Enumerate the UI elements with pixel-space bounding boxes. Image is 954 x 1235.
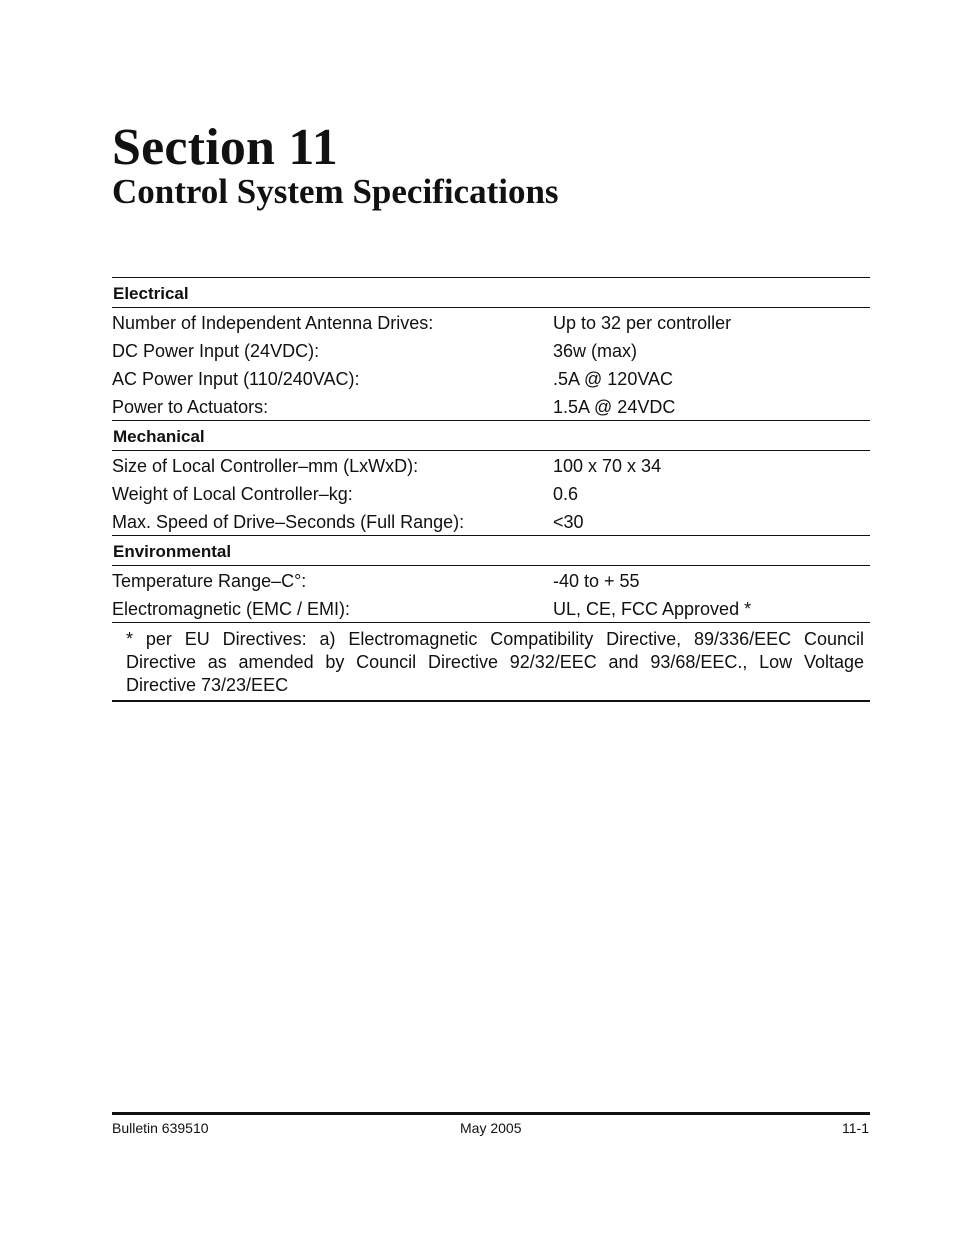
spec-label: Electromagnetic (EMC / EMI): — [112, 599, 351, 619]
group-heading: Mechanical — [112, 420, 870, 451]
spec-value: -40 to + 55 — [553, 571, 640, 591]
spec-label: Size of Local Controller–mm (LxWxD): — [112, 456, 419, 476]
footnote: * per EU Directives: a) Electromagnetic Compatibility Directive, 89/336/EEC Council Directive as amended by Council Directive 92/32/EEC and 93/68/EEC., Low Voltage Directive 73/23/EEC — [112, 622, 870, 700]
spec-label: Weight of Local Controller–kg: — [112, 484, 353, 504]
spec-value: UL, CE, FCC Approved * — [553, 599, 752, 619]
spec-row — [112, 451, 870, 479]
spec-value: .5A @ 120VAC — [553, 369, 674, 389]
spec-label: AC Power Input (110/240VAC): — [112, 369, 360, 389]
spec-value: 100 x 70 x 34 — [553, 456, 662, 476]
spec-row — [112, 507, 870, 535]
footer-divider — [112, 1112, 870, 1115]
spec-row — [112, 566, 870, 594]
spec-row — [112, 392, 870, 420]
spec-label: DC Power Input (24VDC): — [112, 341, 320, 361]
spec-value: 1.5A @ 24VDC — [553, 397, 676, 417]
section-number: Section 11 — [112, 119, 338, 176]
bulletin-number: Bulletin 639510 — [112, 1120, 209, 1136]
publication-date: May 2005 — [460, 1120, 522, 1136]
section-title: Control System Specifications — [112, 172, 559, 211]
page-number: 11-1 — [842, 1120, 869, 1136]
spec-label: Max. Speed of Drive–Seconds (Full Range): — [112, 512, 465, 532]
spec-row — [112, 308, 870, 336]
spec-label: Power to Actuators: — [112, 397, 269, 417]
spec-row — [112, 336, 870, 364]
spec-row — [112, 364, 870, 392]
spec-value: <30 — [553, 512, 584, 532]
mechanical-group — [112, 420, 870, 535]
spec-label: Temperature Range–C°: — [112, 571, 307, 591]
spec-value: 36w (max) — [553, 341, 638, 361]
spec-row — [112, 479, 870, 507]
specifications-table — [112, 277, 870, 702]
environmental-group — [112, 535, 870, 622]
electrical-group — [112, 278, 870, 420]
spec-row — [112, 594, 870, 622]
spec-value: Up to 32 per controller — [553, 313, 732, 333]
group-heading: Electrical — [112, 278, 870, 308]
spec-value: 0.6 — [553, 484, 579, 504]
spec-label: Number of Independent Antenna Drives: — [112, 313, 434, 333]
group-heading: Environmental — [112, 535, 870, 566]
